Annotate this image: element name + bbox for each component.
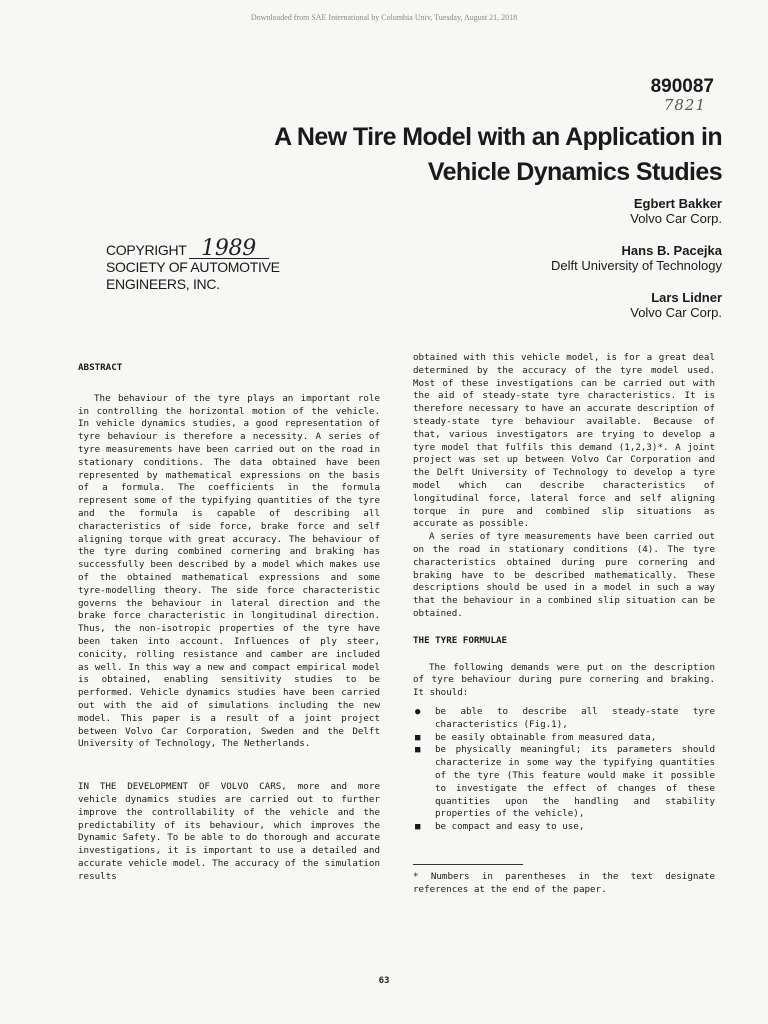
author-affiliation: Volvo Car Corp. [630,305,722,320]
abstract-heading: ABSTRACT [78,362,123,373]
body-paragraph-1: obtained with this vehicle model, is for a great deal determined by the accuracy of the tyre model used. Most of these investigations can be carried out with the aid of steady-state tyre characteristics. It is therefore necessary to have an accurate description of steady-state tyre behaviour available. Because of that, various investigators are trying to develop a tyre model that fulfils this demand (1,2,3)*. A joint project was set up between Volvo Car Corporation and the Delft University of Technology to develop a tyre model which can describe characteristics of longitudinal force, lateral force and self aligning torque in pure and combined slip situations as accurate as possible. [413,352,715,530]
download-notice: Downloaded from SAE International by Columbia Univ, Tuesday, August 21, 2018 [250,13,518,22]
left-column [78,362,380,883]
bullet-icon: ■ [415,732,421,743]
demand-text: be easily obtainable from measured data, [435,731,657,743]
paper-number: 890087 [650,76,714,97]
demands-list [413,706,715,834]
list-item [413,821,715,834]
demand-text: be compact and easy to use, [435,821,585,833]
bullet-icon: ● [415,706,421,717]
copyright-stamp [106,236,280,293]
author-affiliation: Delft University of Technology [550,258,722,273]
author [392,290,722,320]
abstract-text: The behaviour of the tyre plays an important role in controlling the horizontal motion of the vehicle. In vehicle dynamics studies, a good representation of tyre behaviour is therefore a necessity. A series of tyre measurements have been carried out on the road in stationary conditions. The data obtained have been represented by mathematical expressions on the basis of a formula. The coefficients in the formula represent some of the typifying quantities of the tyre and the formula is capable of describing all characteristics of side force, brake force and self aligning torque with great accuracy. The behaviour of the tyre during combined cornering and braking has successfully been described by a model which makes use of the obtained mathematical expressions and some tyre-modelling theory. The side force characteristic governs the behaviour in lateral direction and the brake force characteristic in longitudinal direction. Thus, the non-isotropic properties of the tyre have been taken into account. Influences of ply steer, conicity, rolling resistance and camber are included as well. In this way a new and compact empirical model is obtained, enabling sensitivity studies to be performed. Vehicle dynamics studies have been carried out with the aid of simulations including the new model. This paper is a result of a joint project between Volvo Car Corporation, Sweden and the Delft University of Technology, The Netherlands. [78,392,380,750]
footnote: * Numbers in parentheses in the text designate references at the end of the paper. [413,870,715,895]
author [392,196,722,226]
section-heading-tyre-formulae: THE TYRE FORMULAE [413,634,508,646]
bullet-icon: ■ [415,822,421,833]
author-name: Egbert Bakker [633,196,722,211]
bullet-icon: ■ [415,745,421,756]
author-list [392,196,722,337]
body-paragraph-2: A series of tyre measurements have been carried out on the road in stationary conditions (4). The tyre characteristics obtained during pure cornering and braking have to be described mathematically. These descriptions should be used in a model in such a way that the behaviour in a combined slip situation can be obtained. [413,531,715,619]
intro-text: IN THE DEVELOPMENT OF VOLVO CARS, more and more vehicle dynamics studies are carried out to further improve the controllability of the vehicle and the predictability of its behaviour, which improves the Dynamic Safety. To be able to do thorough and accurate investigations, it is important to use a detailed and accurate vehicle model. The accuracy of the simulation results [78,781,380,882]
author [392,243,722,273]
copyright-label: COPYRIGHT [106,242,187,258]
demand-text: be physically meaningful; its parameters should characterize in some way the typifying quantities of the tyre (This feature would make it possible to investigate the effect of changes of these quantities upon the handling and stability properties of the vehicle), [435,744,715,820]
paper-title [162,120,722,190]
footnote-divider [413,864,523,865]
author-affiliation: Volvo Car Corp. [630,211,722,226]
list-item [413,706,715,732]
formulae-intro: The following demands were put on the description of tyre behaviour during pure cornering and braking. It should: [413,661,715,699]
author-name: Hans B. Pacejka [621,243,722,258]
title-line-1: A New Tire Model with an Application in [274,123,722,151]
copyright-engineers: ENGINEERS, INC. [106,276,220,292]
list-item [413,732,715,745]
copyright-society: SOCIETY OF AUTOMOTIVE [106,259,280,275]
copyright-year: 1989 [189,240,269,259]
author-name: Lars Lidner [651,290,722,305]
title-line-2: Vehicle Dynamics Studies [427,158,722,186]
handwritten-note: 7821 [663,96,706,114]
right-column [413,352,715,896]
list-item [413,744,715,821]
demand-text: be able to describe all steady-state tyre characteristics (Fig.1), [435,705,715,730]
page-number: 63 [378,976,390,986]
